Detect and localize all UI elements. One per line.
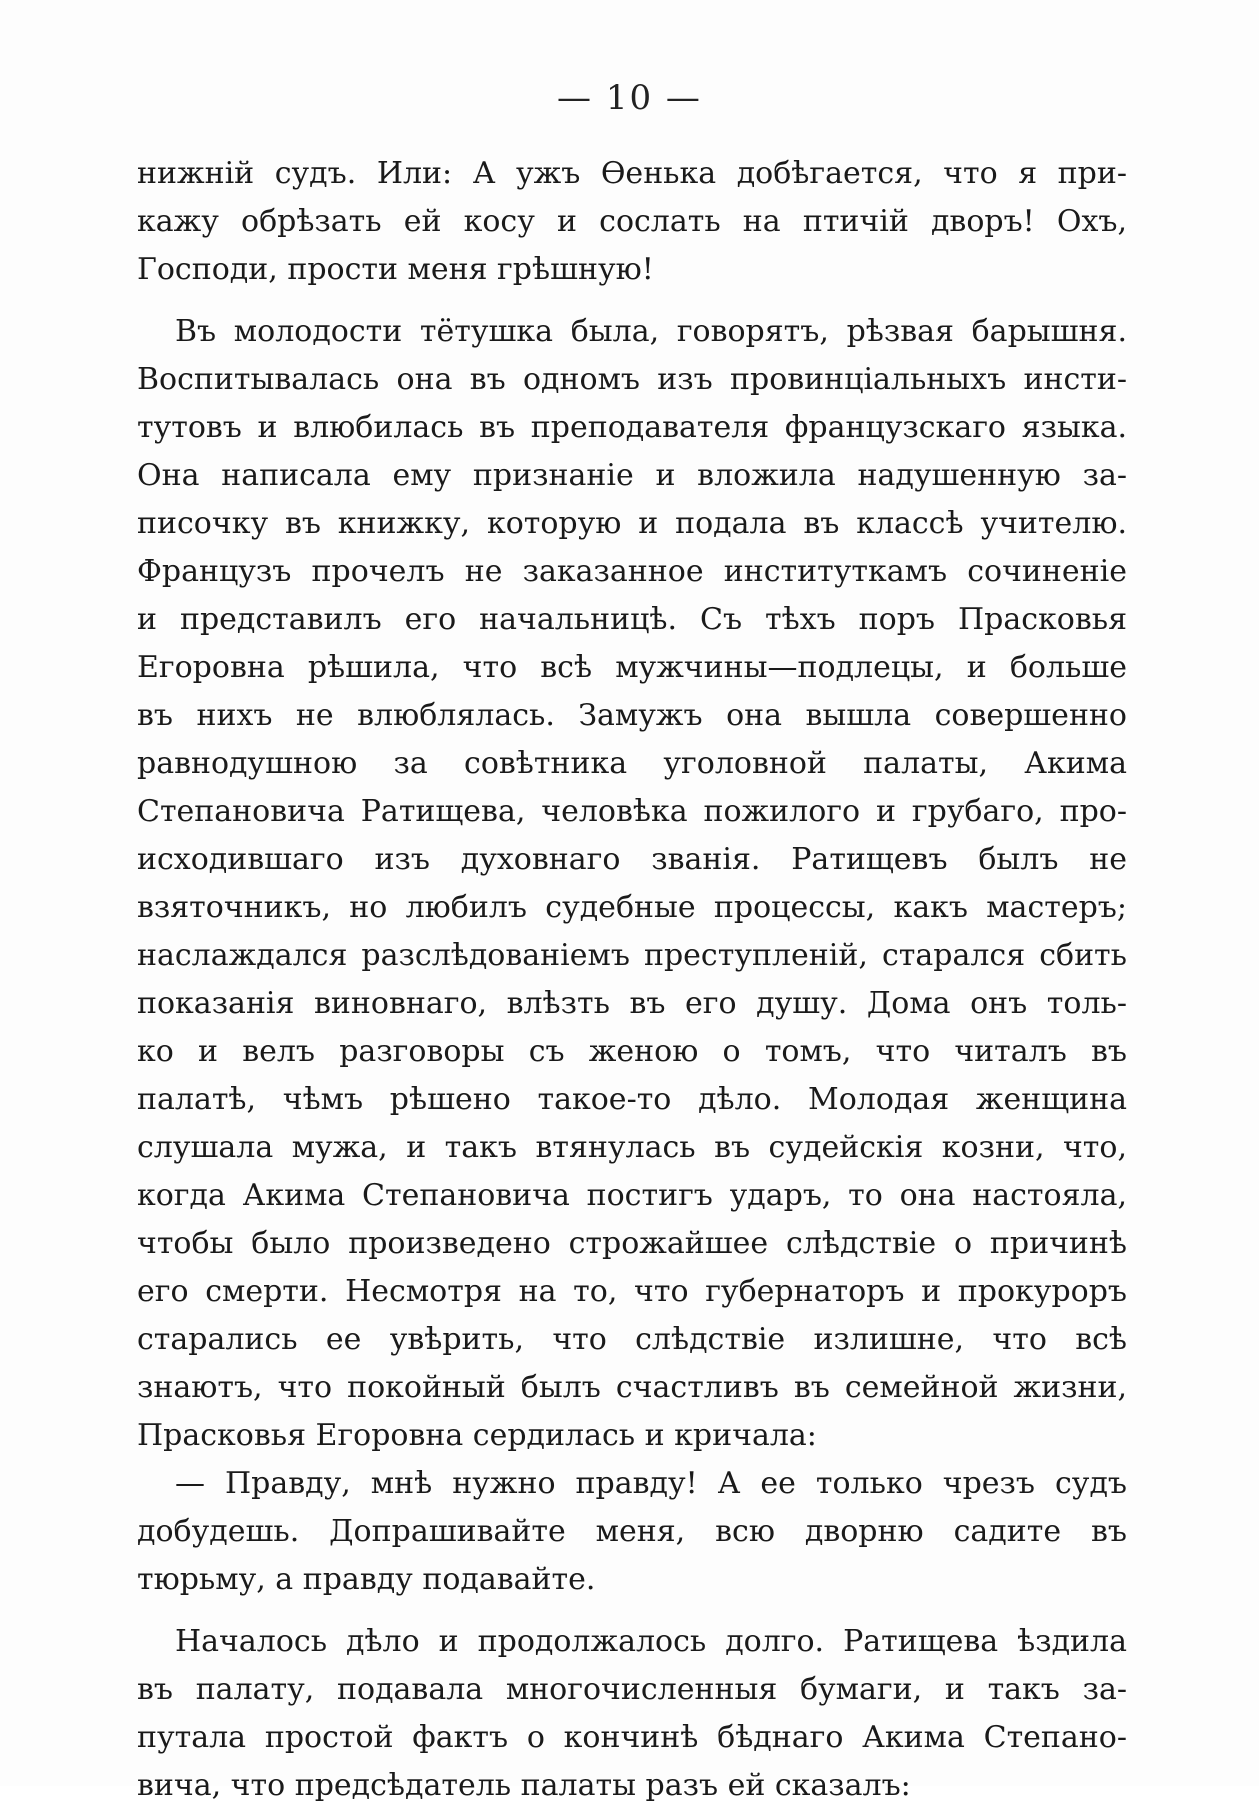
text-line: взяточникъ, но любилъ судебные процессы, какъ мастеръ; [137,890,1127,925]
text-line: равнодушною за совѣтника уголовной палаты, Акима [137,746,1127,781]
body-text [137,150,1127,1810]
text-line: Французъ прочелъ не заказанное институткамъ сочиненіе [137,554,1127,589]
text-line: и представилъ его начальницѣ. Съ тѣхъ поръ Прасковья [137,602,1127,637]
text-line: добудешь. Допрашивайте меня, всю дворню садите въ [137,1514,1127,1549]
text-line: въ нихъ не влюблялась. Замужъ она вышла совершенно [137,698,1127,733]
text-line: старались ее увѣрить, что слѣдствіе излишне, что всѣ [137,1322,1127,1357]
text-line: — Правду, мнѣ нужно правду! А ее только чрезъ судъ [175,1466,1127,1501]
text-line: показанія виновнаго, влѣзть въ его душу. Дома онъ толь- [137,986,1127,1021]
text-line: исходившаго изъ духовнаго званія. Ратищевъ былъ не [137,842,1127,877]
text-line: въ палату, подавала многочисленныя бумаги, и такъ за- [137,1672,1127,1707]
text-line: Въ молодости тётушка была, говорятъ, рѣзвая барышня. [175,314,1127,349]
text-line: когда Акима Степановича постигъ ударъ, то она настояла, [137,1178,1127,1213]
text-line: тюрьму, а правду подавайте. [137,1562,596,1597]
text-line: Прасковья Егоровна сердилась и кричала: [137,1418,817,1453]
text-line: писочку въ книжку, которую и подала въ классѣ учителю. [137,506,1127,541]
text-line: знаютъ, что покойный былъ счастливъ въ семейной жизни, [137,1370,1127,1405]
text-line: Воспитывалась она въ одномъ изъ провинціальныхъ инсти- [137,362,1127,397]
text-line: палатѣ, чѣмъ рѣшено такое-то дѣло. Молодая женщина [137,1082,1127,1117]
page-number: — 10 — [557,78,702,118]
text-line: Началось дѣло и продолжалось долго. Ратищева ѣздила [175,1624,1127,1659]
text-line: вича, что предсѣдатель палаты разъ ей сказалъ: [137,1768,911,1803]
text-line: ко и велъ разговоры съ женою о томъ, что читалъ въ [137,1034,1127,1069]
text-line: кажу обрѣзать ей косу и сослать на птичій дворъ! Охъ, [137,204,1127,239]
text-line: тутовъ и влюбилась въ преподавателя французскаго языка. [137,410,1127,445]
text-line: путала простой фактъ о кончинѣ бѣднаго Акима Степано- [137,1720,1127,1755]
text-line: Егоровна рѣшила, что всѣ мужчины—подлецы, и больше [137,650,1127,685]
text-line: его смерти. Несмотря на то, что губернаторъ и прокуроръ [137,1274,1127,1309]
text-line: наслаждался разслѣдованіемъ преступленій, старался сбить [137,938,1127,973]
text-line: Господи, прости меня грѣшную! [137,252,654,287]
text-line: Степановича Ратищева, человѣка пожилого и грубаго, про- [137,794,1127,829]
text-line: нижній судъ. Или: А ужъ Ѳенька добѣгается, что я при- [137,156,1127,191]
text-line: слушала мужа, и такъ втянулась въ судейскія козни, что, [137,1130,1127,1165]
text-line: Она написала ему признаніе и вложила надушенную за- [137,458,1127,493]
text-line: чтобы было произведено строжайшее слѣдствіе о причинѣ [137,1226,1127,1261]
